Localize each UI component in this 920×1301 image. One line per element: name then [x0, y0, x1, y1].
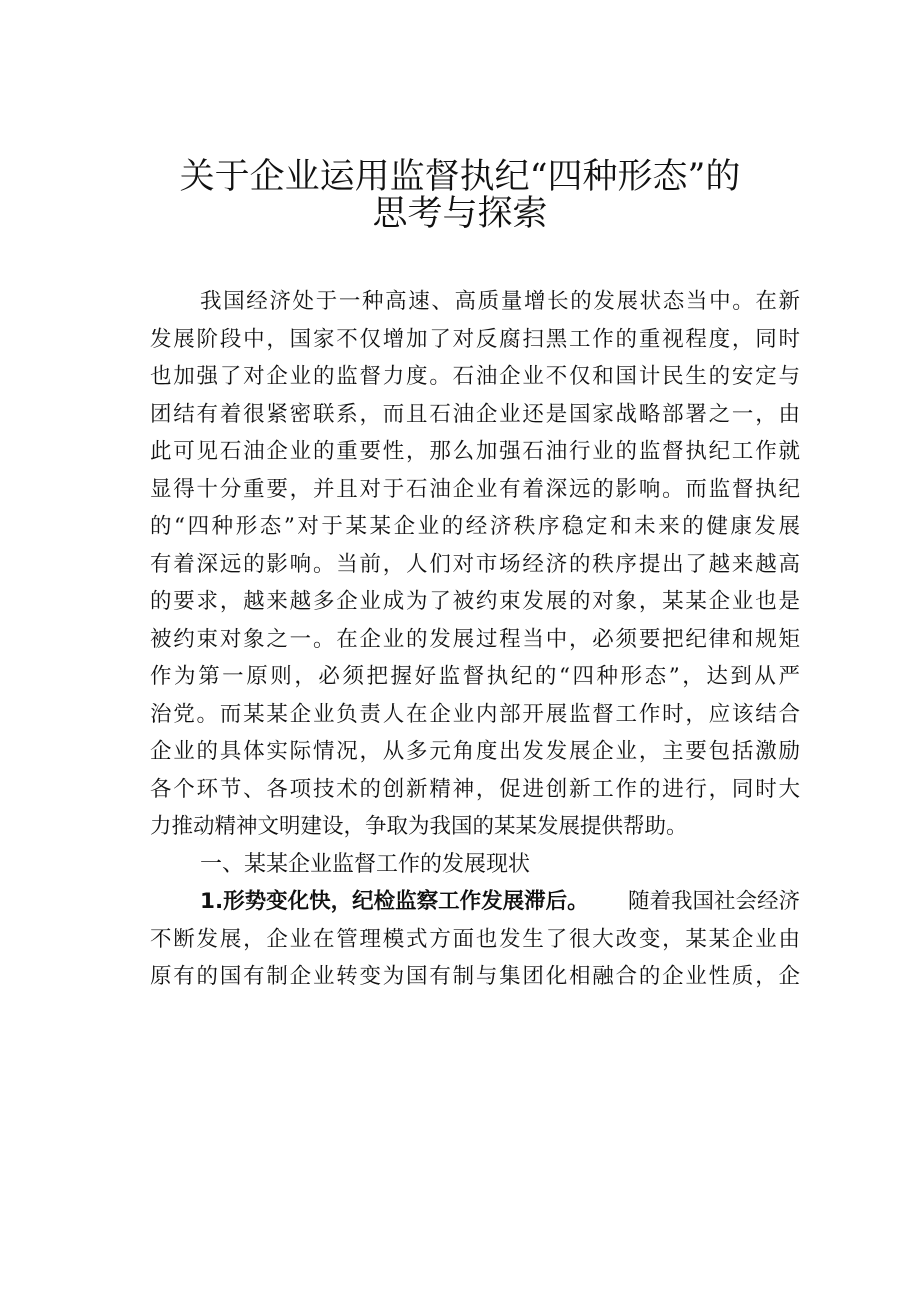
- paragraph-line: 的要求，越来越多企业成为了被约束发展的对象，某某企业也是: [150, 589, 800, 614]
- document-title-line-2: 思考与探索: [372, 194, 548, 234]
- paragraph-line: 企业的具体实际情况，从多元角度出发发展企业，主要包括激励: [150, 739, 800, 764]
- paragraph-line: 发展阶段中，国家不仅增加了对反腐扫黑工作的重视程度，同时: [150, 326, 800, 352]
- paragraph-line: 作为第一原则，必须把握好监督执纪的“四种形态”，达到从严: [150, 664, 800, 689]
- subsection-first-line: [150, 883, 800, 921]
- document-body: [150, 283, 800, 996]
- paragraph-line: 团结有着很紧密联系，而且石油企业还是国家战略部署之一，由: [150, 401, 800, 427]
- paragraph-line: 我国经济处于一种高速、高质量增长的发展状态当中。在新: [200, 289, 800, 314]
- paragraph-line: 此可见石油企业的重要性，那么加强石油行业的监督执纪工作就: [150, 439, 800, 464]
- paragraph-line: 不断发展，企业在管理模式方面也发生了很大改变，某某企业由: [150, 926, 800, 952]
- paragraph-line: 各个环节、各项技术的创新精神，促进创新工作的进行，同时大: [150, 776, 800, 802]
- paragraph-line: 显得十分重要，并且对于石油企业有着深远的影响。而监督执纪: [150, 476, 800, 502]
- paragraph-line: 治党。而某某企业负责人在企业内部开展监督工作时，应该结合: [150, 701, 800, 727]
- paragraph-line: 也加强了对企业的监督力度。石油企业不仅和国计民生的安定与: [150, 364, 800, 389]
- subsection-text: 随着我国社会经济: [627, 889, 800, 914]
- paragraph-line: 被约束对象之一。在企业的发展过程当中，必须要把纪律和规矩: [150, 626, 800, 652]
- subsection-lead: 1.形势变化快，纪检监察工作发展滞后。: [200, 889, 589, 914]
- section-heading: 一、某某企业监督工作的发展现状: [200, 851, 531, 877]
- paragraph-line: 力推动精神文明建设，争取为我国的某某发展提供帮助。: [150, 814, 688, 839]
- paragraph-line: 有着深远的影响。当前，人们对市场经济的秩序提出了越来越高: [150, 551, 800, 577]
- paragraph-line: 原有的国有制企业转变为国有制与集团化相融合的企业性质，企: [150, 964, 800, 989]
- paragraph-line: 的“四种形态”对于某某企业的经济秩序稳定和未来的健康发展: [150, 514, 800, 539]
- document-title-line-1: 关于企业运用监督执纪“四种形态”的: [179, 157, 741, 197]
